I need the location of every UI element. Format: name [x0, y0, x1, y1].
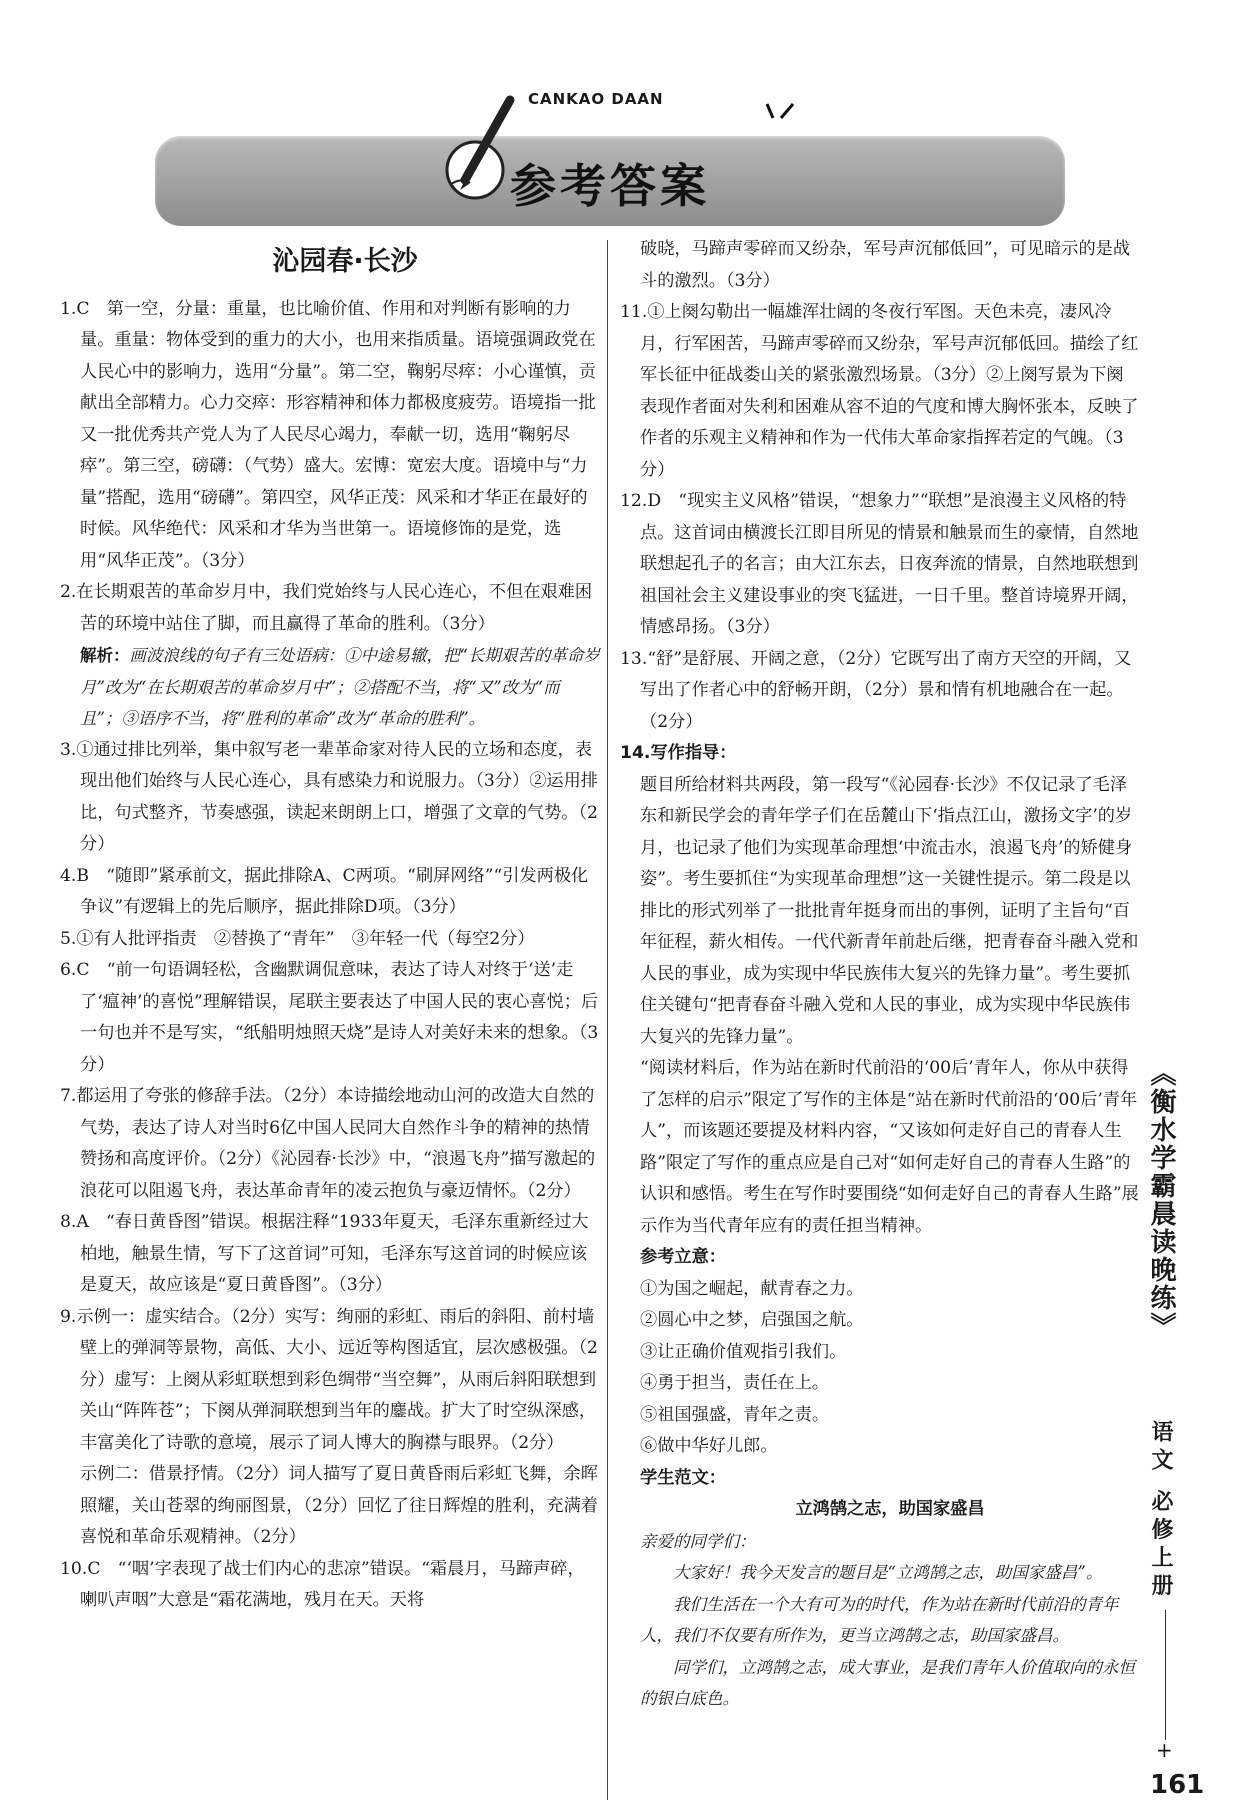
section-title: 沁园春·长沙 [272, 246, 418, 277]
right-column [620, 234, 1140, 1715]
ideas-label: 参考立意： [640, 1247, 726, 1267]
essay-title: 立鸿鹄之志，助国家盛昌 [795, 1499, 985, 1519]
essay-label: 学生范文： [640, 1467, 726, 1488]
column-divider [607, 240, 608, 1800]
answer-continuation: 破晓，马蹄声零碎而又纷杂，军号声沉郁低回”，可见暗示的是战斗的激烈。（3分） [640, 239, 1131, 291]
analysis-text: 画波浪线的句子有三处语病：①中途易辙，把“长期艰苦的革命岁月”改为“在长期艰苦的革命岁月中”；②搭配不当，将“又”改为“而且”；③语序不当，将“胜利的革命”改为“革命的胜利”。 [80, 646, 600, 728]
writing-guide-paragraph: “阅读材料后，作为站在新时代前沿的‘00后’青年人，你从中获得了怎样的启示”限定了写作的主体是“站在新时代前沿的‘00后’青年人”，而该题还要提及材料内容，“又该如何走好自己的青春人生路”限定了写作的重点应是自己对“如何走好自己的青春人生路”的认识和感悟。考生在写作时要围绕“如何走好自己的青春人生路”展示作为当代青年应有的责任担当精神。 [640, 1058, 1139, 1236]
side-book-title: 《衡水学霸晨读晚练》 [1146, 1060, 1176, 1340]
header-pinyin: CANKAO DAAN [528, 90, 664, 108]
essay-paragraph: 大家好！我今天发言的题目是“立鸿鹄之志，助国家盛昌”。 [673, 1563, 1103, 1582]
idea-item: ⑤祖国强盛，青年之责。 [640, 1404, 830, 1425]
answer-item: 8.A “春日黄昏图”错误。根据注释“1933年夏天，毛泽东重新经过大柏地，触景生情，写下了这首词”可知，毛泽东写这首词的时候应该是夏天，故应该是“夏日黄昏图”。（3分） [60, 1212, 589, 1295]
plus-mark: + [1156, 1738, 1173, 1762]
accent-ticks-icon [765, 100, 805, 124]
answer-item: 5.①有人批评指责 ②替换了“青年” ③年轻一代（每空2分） [60, 928, 535, 949]
answer-item: 2.在长期艰苦的革命岁月中，我们党始终与人民心连心，不但在艰难困苦的环境中站住了脚，而且赢得了革命的胜利。（3分） [60, 582, 593, 634]
idea-item: ④勇于担当，责任在上。 [640, 1373, 830, 1393]
writing-guide-label: 14.写作指导： [620, 743, 737, 763]
idea-item: ③让正确价值观指引我们。 [640, 1341, 847, 1362]
left-column [60, 240, 600, 1617]
answer-item: 4.B “随即”紧承前文，据此排除A、C两项。“刷屏网络”“引发两极化争议”有逻辑上的先后顺序，据此排除D项。（3分） [60, 865, 589, 917]
answer-example: 示例二：借景抒情。（2分）词人描写了夏日黄昏雨后彩虹飞舞，余晖照耀，关山苍翠的绚丽图景，（2分）回忆了往日辉煌的胜利，充满着喜悦和革命乐观精神。（2分） [80, 1464, 598, 1547]
idea-item: ②圆心中之梦，启强国之航。 [640, 1310, 864, 1330]
idea-item: ⑥做中华好儿郎。 [640, 1436, 778, 1456]
answer-item: 6.C “前一句语调轻松，含幽默调侃意味，表达了诗人对终于‘送’走了‘瘟神’的喜悦”理解错误，尾联主要表达了中国人民的衷心喜悦；后一句也并不是写实，“纸船明烛照天烧”是诗人对美好未来的想象。（3分） [60, 960, 599, 1075]
answer-item: 9.示例一：虚实结合。（2分）实写：绚丽的彩虹、雨后的斜阳、前村墙壁上的弹洞等景物，高低、大小、远近等构图适宜，层次感极强。（2分）虚写：上阕从彩虹联想到彩色绸带“当空舞”，从雨后斜阳联想到关山“阵阵苍”；下阕从弹洞联想到当年的鏖战。扩大了时空纵深感，丰富美化了诗歌的意境，展示了词人博大的胸襟与眼界。（2分） [60, 1306, 598, 1453]
essay-greeting: 亲爱的同学们： [640, 1531, 756, 1551]
side-divider [1165, 1610, 1166, 1740]
answer-item: 10.C “‘咽’字表现了战士们内心的悲凉”错误。“霜晨月，马蹄声碎，喇叭声咽”大意是“霜花满地，残月在天。天将 [60, 1558, 585, 1610]
page-number: 161 [1150, 1770, 1205, 1800]
essay-paragraph: 同学们，立鸿鹄之志，成大事业，是我们青年人价值取向的永恒的银白底色。 [640, 1657, 1135, 1708]
idea-item: ①为国之崛起，献青春之力。 [640, 1278, 864, 1299]
essay-paragraph: 我们生活在一个大有可为的时代，作为站在新时代前沿的青年人，我们不仅要有所作为，更当立鸿鹄之志，助国家盛昌。 [640, 1594, 1119, 1645]
answer-item: 3.①通过排比列举，集中叙写老一辈革命家对待人民的立场和态度，表现出他们始终与人民心连心，具有感染力和说服力。（3分）②运用排比，句式整齐，节奏感强，读起来朗朗上口，增强了文章的气势。（2分） [60, 739, 598, 854]
analysis [60, 640, 600, 735]
answer-item: 7.都运用了夸张的修辞手法。（2分）本诗描绘地动山河的改造大自然的气势，表达了诗人对当时6亿中国人民同大自然作斗争的精神的热情赞扬和高度评价。（2分）《沁园春·长沙》中，“浪遏飞舟”描写激起的浪花可以阻遏飞舟，表达革命青年的凌云抱负与豪迈情怀。（2分） [60, 1086, 596, 1201]
pen-icon [440, 95, 520, 205]
analysis-label: 解析： [80, 646, 130, 665]
answer-item: 12.D “现实主义风格”错误，“想象力”“联想”是浪漫主义风格的特点。这首词由横渡长江即目所见的情景和触景而生的豪情，自然地联想起孔子的名言；由大江东去，日夜奔流的情景，自然地联想到祖国社会主义建设事业的突飞猛进，一日千里。整首诗境界开阔，情感昂扬。（3分） [620, 491, 1139, 637]
answer-item: 1.C 第一空，分量：重量，也比喻价值、作用和对判断有影响的力量。重量：物体受到的重力的大小，也用来指质量。语境强调政党在人民心中的影响力，选用“分量”。第二空，鞠躬尽瘁：小心谨慎，贡献出全部精力。心力交瘁：形容精神和体力都极度疲劳。语境指一批又一批优秀共产党人为了人民尽心竭力，奉献一切，选用“鞠躬尽瘁”。第三空，磅礴：（气势）盛大。宏博：宽宏大度。语境中与“力量”搭配，选用“磅礴”。第四空，风华正茂：风采和才华正在最好的时候。风华绝代：风采和才华为当世第一。语境修饰的是党，选用“风华正茂”。（3分） [60, 298, 597, 571]
side-subject: 语文 必修上册 [1148, 1420, 1173, 1602]
page-title: 参考答案 [510, 159, 710, 213]
answer-item: 11.①上阕勾勒出一幅雄浑壮阔的冬夜行军图。天色未亮，凄风冷月，行军困苦，马蹄声零碎而又纷杂，军号声沉郁低回。描绘了红军长征中征战娄山关的紧张激烈场景。（3分）②上阕写景为下阕表现作者面对失利和困难从容不迫的气度和博大胸怀张本，反映了作者的乐观主义精神和作为一代伟大革命家指挥若定的气魄。（3分） [620, 302, 1139, 480]
answer-item: 13.“舒”是舒展、开阔之意，（2分）它既写出了南方天空的开阔，又写出了作者心中的舒畅开朗，（2分）景和情有机地融合在一起。（2分） [620, 648, 1132, 732]
writing-guide-paragraph: 题目所给材料共两段，第一段写“《沁园春·长沙》不仅记录了毛泽东和新民学会的青年学子们在岳麓山下‘指点江山，激扬文字’的岁月，也记录了他们为实现革命理想‘中流击水，浪遏飞舟’的矫健身姿”。考生要抓住“为实现革命理想”这一关键性提示。第二段是以排比的形式列举了一批批青年挺身而出的事例，证明了主旨句“百年征程，薪火相传。一代代新青年前赴后继，把青春奋斗融入党和人民的事业，成为实现中华民族伟大复兴的先锋力量”。考生要抓住关键句“把青春奋斗融入党和人民的事业，成为实现中华民族伟大复兴的先锋力量”。 [640, 774, 1139, 1047]
